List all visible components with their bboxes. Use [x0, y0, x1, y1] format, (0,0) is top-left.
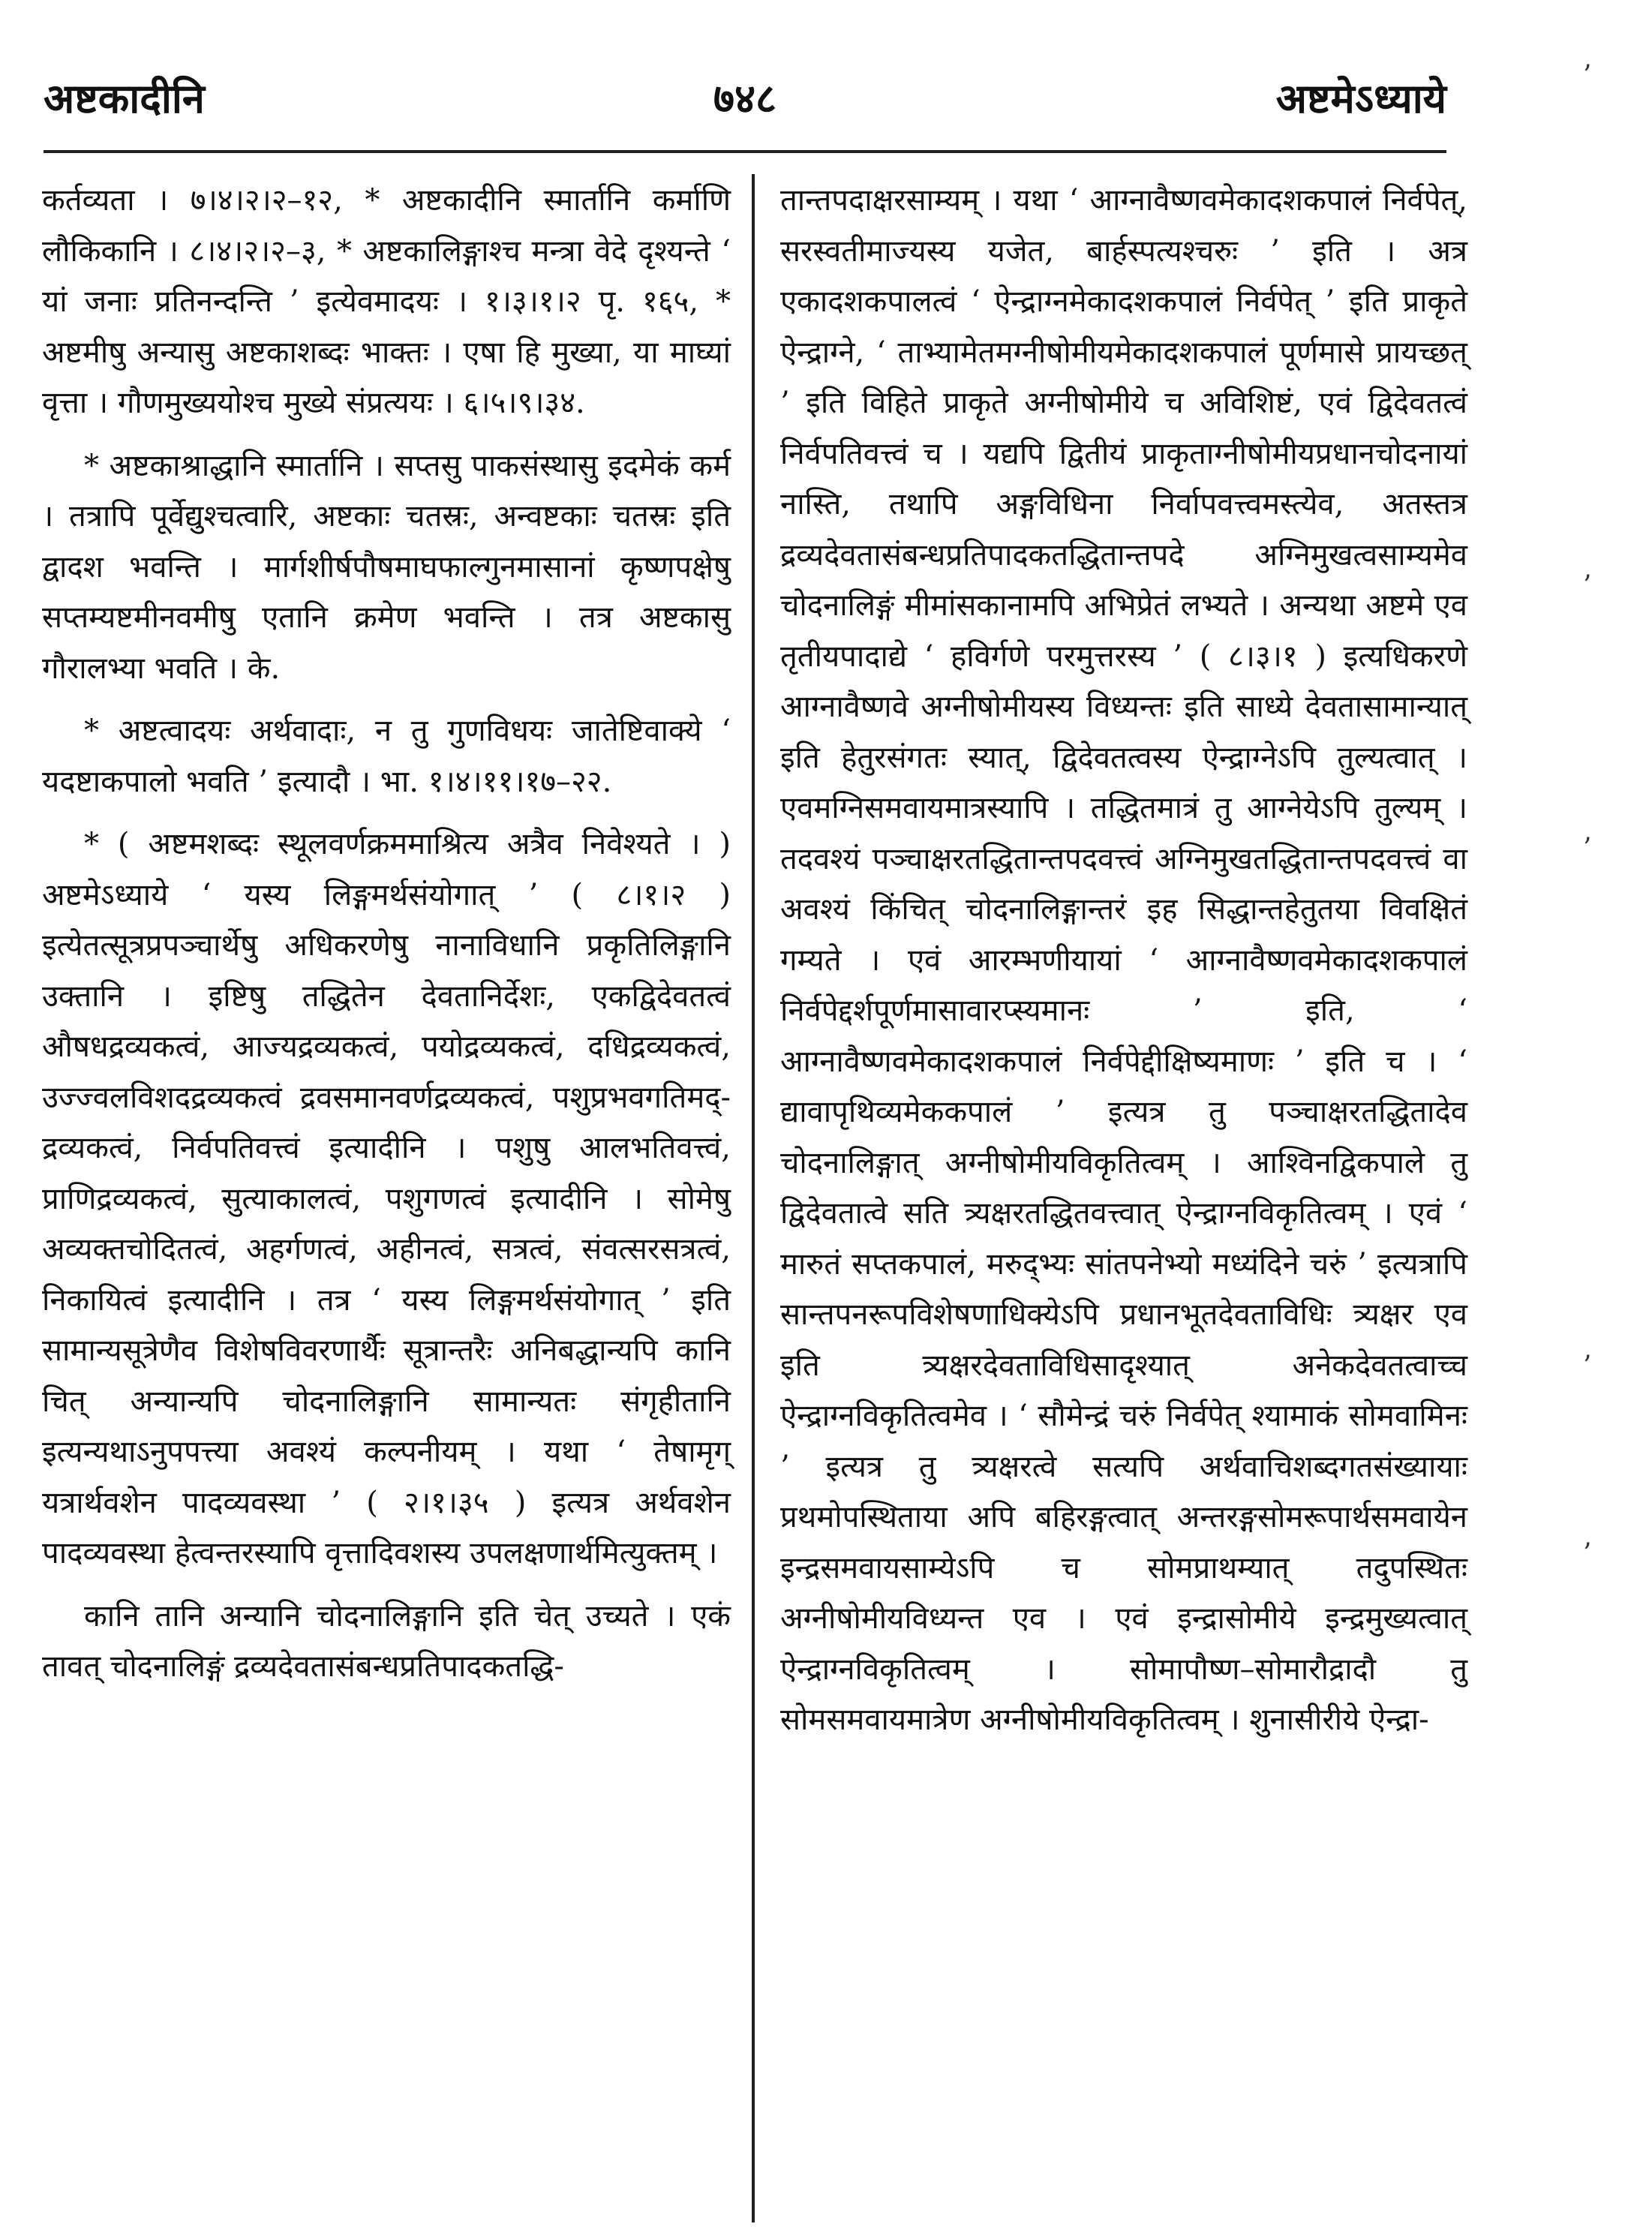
edge-marks: [1583, 0, 1613, 2239]
edge-mark: ’: [1583, 1351, 1592, 1381]
paragraph: कानि तानि अन्यानि चोदनालिङ्गानि इति चेत् उच्यते । एकं तावत् चोदनालिङ्गं द्रव्यदेवतासंबन्धप्रतिपादकतद्धि-: [42, 1598, 731, 1684]
paragraph: तान्तपदाक्षरसाम्यम् । यथा ‘ आग्नावैष्णवमेकादशकपालं निर्वपेत्, सरस्वतीमाज्यस्य यजेत, बार्हस्पत्यश्चरुः ’ इति । अत्र एकादशकपालत्वं ‘ ऐन्द्राग्नमेकादशकपालं निर्वपेत् ’ इति प्राकृते ऐन्द्राग्ने, ‘ ताभ्यामेतमग्नीषोमीयमेकादशकपालं पूर्णमासे प्रायच्छत् ’ इति विहिते प्राकृते अग्नीषोमीये च अविशिष्टं, एवं द्विदेवतत्वं निर्वपतिवत्त्वं च । यद्यपि द्वितीयं प्राकृताग्नीषोमीयप्रधानचोदनायां नास्ति, तथापि अङ्गविधिना निर्वापवत्त्वमस्त्येव, अतस्तत्र द्रव्यदेवतासंबन्धप्रतिपादकतद्धितान्तपदे अग्निमुखत्वसाम्यमेव चोदनालिङ्गं मीमांसकानामपि अभिप्रेतं लभ्यते । अन्यथा अष्टमे एव तृतीयपादाद्ये ‘ हविर्गणे परमुत्तरस्य ’ ( ८।३।१ ) इत्यधिकरणे आग्नावैष्णवे अग्नीषोमीयस्य विध्यन्तः इति साध्ये देवतासामान्यात् इति हेतुरसंगतः स्यात्, द्विदेवतत्वस्य ऐन्द्राग्नेऽपि तुल्यत्वात् । एवमग्निसमवायमात्रस्यापि । तद्धितमात्रं तु आग्नेयेऽपि तुल्यम् । तदवश्यं पञ्चाक्षरतद्धितान्तपदवत्त्वं अग्निमुखतद्धितान्तपदवत्त्वं वा अवश्यं किंचित् चोदनालिङ्गान्तरं इह सिद्धान्तहेतुतया विवक्षितं गम्यते । एवं आरम्भणीयायां ‘ आग्नावैष्णवमेकादशकपालं निर्वपेद्दर्शपूर्णमासावारप्स्यमानः ’ इति, ‘ आग्नावैष्णवमेकादशकपालं निर्वपेद्दीक्षिष्यमाणः ’ इति च । ‘ द्यावापृथिव्यमेककपालं ’ इत्यत्र तु पञ्चाक्षरतद्धितादेव चोदनालिङ्गात् अग्नीषोमीयविकृतित्वम् । आश्विनद्विकपाले तु द्विदेवतात्वे सति त्र्यक्षरतद्धितवत्त्वात् ऐन्द्राग्नविकृतित्वम् । एवं ‘ मारुतं सप्तकपालं, मरुद्भ्यः सांतपनेभ्यो मध्यंदिने चरुं ’ इत्यत्रापि सान्तपनरूपविशेषणाधिक्येऽपि प्रधानभूतदेवताविधिः त्र्यक्षर एव इति त्र्यक्षरदेवताविधिसादृश्यात् अनेकदेवतत्वाच्च ऐन्द्राग्नविकृतित्वमेव । ‘ सौमेन्द्रं चरुं निर्वपेत् श्यामाकं सोमवामिनः ’ इत्यत्र तु त्र्यक्षरत्वे सत्यपि अर्थवाचिशब्दगतसंख्यायाः प्रथमोपस्थिताया अपि बहिरङ्गत्वात् अन्तरङ्गसोमरूपार्थसमवायेन इन्द्रसमवायसाम्येऽपि च सोमप्राथम्यात् तदुपस्थितः अग्नीषोमीयविध्यन्त एव । एवं इन्द्रासोमीये इन्द्रमुख्यत्वात् ऐन्द्राग्नविकृतित्वम् । सोमापौष्ण–सोमारौद्रादौ तु सोमसमवायमात्रेण अग्नीषोमीयविकृतित्वम् । शुनासीरीये ऐन्द्रा-: [780, 183, 1467, 1737]
page-header: [44, 69, 1446, 137]
edge-mark: ’: [1583, 833, 1592, 864]
column-divider: [752, 174, 755, 2222]
running-head-right: अष्टमेऽध्याये: [1275, 74, 1446, 122]
paragraph: * ( अष्टमशब्दः स्थूलवर्णक्रममाश्रित्य अत्रैव निवेश्यते । ) अष्टमेऽध्याये ‘ यस्य लिङ्गमर्थसंयोगात् ’ ( ८।१।२ ) इत्येतत्सूत्रप्रपञ्चार्थेषु अधिकरणेषु नानाविधानि प्रकृतिलिङ्गानि उक्तानि । इष्टिषु तद्धितेन देवतानिर्देशः, एकद्विदेवतत्वं औषधद्रव्यकत्वं, आज्यद्रव्यकत्वं, पयोद्रव्यकत्वं, दधिद्रव्यकत्वं, उज्ज्वलविशदद्रव्यकत्वं द्रवसमानवर्णद्रव्यकत्वं, पशुप्रभवगतिमद्-द्रव्यकत्वं, निर्वपतिवत्त्वं इत्यादीनि । पशुषु आलभतिवत्त्वं, प्राणिद्रव्यकत्वं, सुत्याकालत्वं, पशुगणत्वं इत्यादीनि । सोमेषु अव्यक्तचोदितत्वं, अहर्गणत्वं, अहीनत्वं, सत्रत्वं, संवत्सरसत्रत्वं, निकायित्वं इत्यादीनि । तत्र ‘ यस्य लिङ्गमर्थसंयोगात् ’ इति सामान्यसूत्रेणैव विशेषविवरणार्थैः सूत्रान्तरैः अनिबद्धान्यपि कानि चित् अन्यान्यपि चोदनालिङ्गानि सामान्यतः संगृहीतानि इत्यन्यथाऽनुपपत्त्या अवश्यं कल्पनीयम् । यथा ‘ तेषामृग् यत्रार्थवशेन पादव्यवस्था ’ ( २।१।३५ ) इत्यत्र अर्थवशेन पादव्यवस्था हेत्वन्तरस्यापि वृत्तादिवशस्य उपलक्षणार्थमित्युक्तम् ।: [42, 827, 731, 1570]
edge-mark: ’: [1583, 60, 1592, 91]
paragraph: कर्तव्यता । ७।४।२।२–१२, * अष्टकादीनि स्मार्तानि कर्माणि लौकिकानि । ८।४।२।२–३, * अष्टकालिङ्गाश्च मन्त्रा वेदे दृश्यन्ते ‘ यां जनाः प्रतिनन्दन्ति ’ इत्येवमादयः । १।३।१।२ पृ. १६५, * अष्टमीषु अन्यासु अष्टकाशब्दः भाक्तः । एषा हि मुख्या, या माघ्यां वृत्ता । गौणमुख्ययोश्च मुख्ये संप्रत्ययः । ६।५।९।३४.: [42, 183, 731, 420]
paragraph: * अष्टत्वादयः अर्थवादाः, न तु गुणविधयः जातेष्टिवाक्ये ‘ यदष्टाकपालो भवति ’ इत्यादौ । भा. १।४।११।१७–२२.: [42, 714, 731, 799]
header-rule: [44, 150, 1446, 153]
paragraph: * अष्टकाश्राद्धानि स्मार्तानि । सप्तसु पाकसंस्थासु इदमेकं कर्म । तत्रापि पूर्वेद्युश्चत्वारि, अष्टकाः चतस्रः, अन्वष्टकाः चतस्रः इति द्वादश भवन्ति । मार्गशीर्षपौषमाघफाल्गुनमासानां कृष्णपक्षेषु सप्तम्यष्टमीनवमीषु एतानि क्रमेण भवन्ति । तत्र अष्टकासु गौरालभ्या भवति । के.: [42, 448, 731, 686]
page-number: ७४८: [713, 74, 777, 122]
left-column: [42, 176, 731, 1693]
right-column: [780, 176, 1467, 1746]
edge-mark: ’: [1583, 570, 1592, 601]
running-head-left: अष्टकादीनि: [44, 74, 205, 122]
edge-mark: ’: [1583, 1538, 1592, 1569]
